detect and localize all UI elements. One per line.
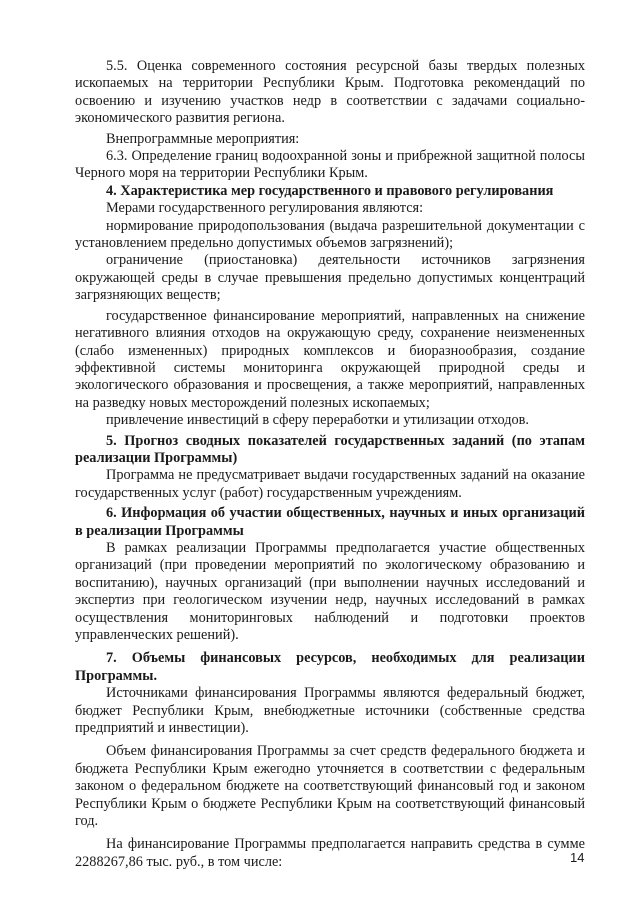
paragraph-regulation-item-4: привлечение инвестиций в сферу переработки и утилизации отходов. [106,412,529,429]
paragraph-section-5-body: Программа не предусматривает выдачи государственных заданий на оказание государственных услуг (работ) государственным учреждениям. [75,467,585,501]
paragraph-regulation-item-1: нормирование природопользования (выдача разрешительной документации с установлением предельно допустимых объемов загрязнений); [75,217,585,252]
heading-section-7: 7. Объемы финансовых ресурсов, необходимых для реализации Программы. [75,650,585,684]
page-number: 14 [570,850,585,865]
paragraph-funding-sources: Источниками финансирования Программы являются федеральный бюджет, бюджет Республики Крым, внебюджетные источники (собственные средства предприятий и инвестиции). [75,685,585,737]
paragraph-regulation-item-3: государственное финансирование мероприятий, направленных на снижение негативного влияния отходов на окружающую среду, сохранение неизмененных (слабо измененных) природных комплексов и биоразнообразия, создание эффективной системы мониторинга окружающей природной среды и экологического образования и просвещения, а также мероприятий, направленных на разведку новых месторождений полезных ископаемых; [75,307,585,411]
paragraph-6-3: 6.3. Определение границ водоохранной зоны и прибрежной защитной полосы Черного моря на территории Республики Крым. [75,148,585,182]
paragraph-extra-program-label: Внепрограммные мероприятия: [106,130,300,147]
paragraph-section-6-body: В рамках реализации Программы предполагается участие общественных организаций (при проведении мероприятий по экологическому образованию и воспитанию), научных организаций (при выполнении научных исследований и экспертиз при геологическом изучении недр, научных исследований в рамках осуществления мониторинговых наблюдений и подготовки проектов управленческих решений). [75,539,585,643]
paragraph-regulation-intro: Мерами государственного регулирования являются: [106,200,424,217]
paragraph-funding-amount: На финансирование Программы предполагается направить средства в сумме 2288267,86 тыс. руб., в том числе: [75,836,585,870]
paragraph-regulation-item-2: ограничение (приостановка) деятельности источников загрязнения окружающей среды в случае превышения предельно допустимых концентраций загрязняющих веществ; [75,252,585,304]
heading-section-5: 5. Прогноз сводных показателей государственных заданий (по этапам реализации Программы) [75,432,585,466]
heading-section-4: 4. Характеристика мер государственного и правового регулирования [106,182,554,199]
document-page [75,58,585,871]
paragraph-5-5: 5.5. Оценка современного состояния ресурсной базы твердых полезных ископаемых на территории Республики Крым. Подготовка рекомендаций по освоению и изучению участков недр в соответствии с задачами социально-экономического развития региона. [75,58,585,127]
heading-section-6: 6. Информация об участии общественных, научных и иных организаций в реализации Программы [75,505,585,539]
paragraph-funding-volume: Объем финансирования Программы за счет средств федерального бюджета и бюджета Республики Крым ежегодно уточняется в соответствии с федеральным законом о федеральном бюджете на соответствующий финансовый год и законом Республики Крым о бюджете Республики Крым на соответствующий финансовый год. [75,743,585,830]
